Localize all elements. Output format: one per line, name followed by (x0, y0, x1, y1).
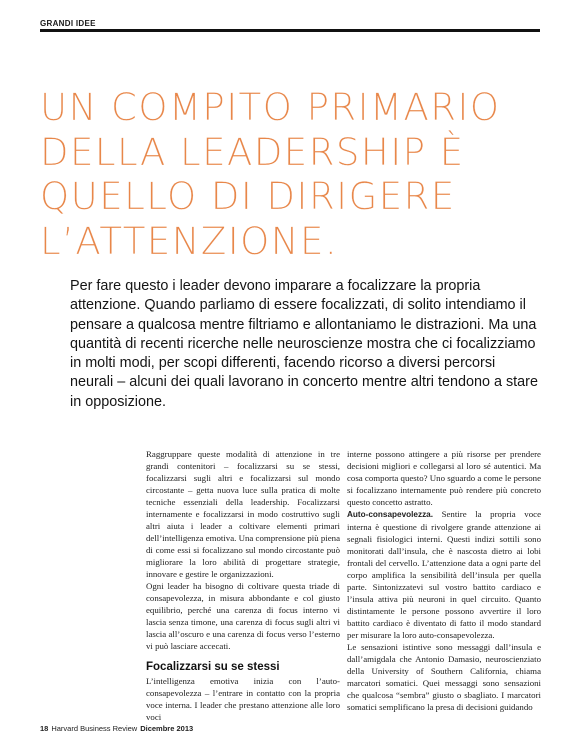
headline-line: L’ATTENZIONE. (40, 219, 339, 263)
body-paragraph: Ogni leader ha bisogno di coltivare questa triade di consapevolezza, in misura abbondante e col giusto equilibrio, perché una carenza di focus interno vi lascia senza timone, una carenza di focus sugli altri vi lascia all’oscuro e una carenza di focus verso l’esterno vi può lasciare accecati. (146, 581, 340, 651)
page-number: 18 (40, 724, 49, 733)
body-column-right (347, 448, 541, 713)
body-text: Sentire la propria voce interna è questione di rivolgere grande attenzione ai segnali fisiologici interni. Questi indizi sottili sono monitorati dall’insula, che è nascosta dietro ai lobi frontali del cervello. L’attenzione data a ogni parte del corpo amplifica la sensibilità dell’insula per quella parte. Sintonizzatevi sul vostro battito cardiaco e l’insula attiva più neuroni in quel circuito. Quanto distintamente le persone possono avvertire il loro battito cardiaco è diventato di fatto il modo standard per misurare la loro auto-consapevolezza. (347, 509, 541, 640)
body-paragraph: L’intelligenza emotiva inizia con l’auto-consapevolezza – l’entrare in contatto con la propria voce interna. I leader che prestano attenzione alle loro voci (146, 676, 340, 722)
headline-line: UN COMPITO PRIMARIO (40, 86, 501, 129)
deck-paragraph: Per fare questo i leader devono imparare a focalizzare la propria attenzione. Quando parliamo di essere focalizzati, di solito intendiamo il pensare a qualcosa mentre filtriamo e allontaniamo le distrazioni. Ma una quantità di recenti ricerche nelle neuroscienze mostra che ci focalizziamo in molti modi, per scopi differenti, facendo ricorso a diversi percorsi neurali – alcuni dei quali lavorano in concerto mentre altri tendono a stare in opposizione. (70, 278, 538, 410)
issue-date: Dicembre 2013 (140, 724, 194, 733)
body-column-left (146, 448, 340, 723)
body-paragraph: interne possono attingere a più risorse per prendere decisioni migliori e collegarsi al loro sé autentici. Ma cosa comporta questo? Uno sguardo a come le persone si focalizzano internamente può rendere più concreto questo concetto astratto. (347, 449, 542, 507)
body-paragraph: Raggruppare queste modalità di attenzione in tre grandi contenitori – focalizzarsi su se stessi, focalizzarsi sugli altri e focalizzarsi sul mondo circostante – getta nuova luce sulla pratica di molte tecniche essenziali della leadership. Focalizzarsi internamente e focalizzarsi in modo costruttivo sugli altri aiuta i leader a coltivare elementi primari dell’intelligenza emotiva. Una comprensione più piena di come essi si focalizzano sul mondo circostante può migliorare la loro abilità di progettare strategie, innovare e gestire le organizzazioni. (146, 449, 341, 579)
headline-line: QUELLO DI DIRIGERE (40, 175, 456, 218)
section-subhead: Focalizzarsi su se stessi (146, 661, 280, 673)
top-rule (40, 29, 540, 32)
headline-line: DELLA LEADERSHIP È (40, 130, 465, 174)
body-paragraph (347, 508, 541, 641)
headline (40, 86, 560, 264)
page-footer (40, 724, 193, 733)
section-label: GRANDI IDEE (40, 19, 96, 28)
runin-heading: Auto-consapevolezza. (347, 510, 433, 519)
publication-name: Harvard Business Review (51, 724, 138, 733)
body-paragraph: Le sensazioni istintive sono messaggi dall’insula e dall’amigdala che Antonio Damasio, neuroscienziato della University of Southern California, chiama marcatori somatici. Quei messaggi sono sensazioni che qualcosa “sembra” giusto o sbagliato. I marcatori somatici semplificano la presa di decisioni guidando (347, 642, 541, 712)
